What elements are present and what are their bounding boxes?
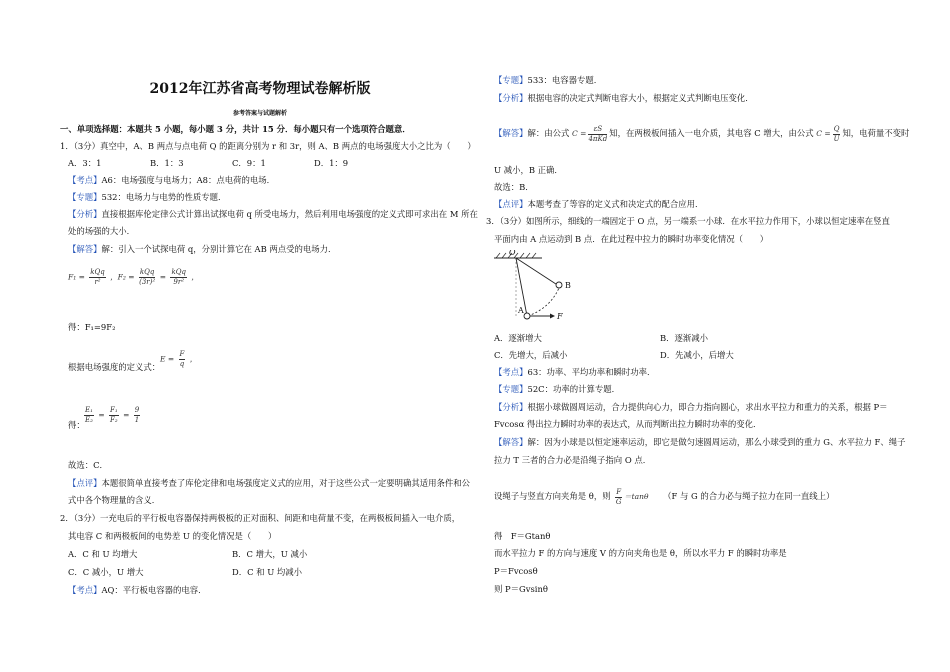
q2-kaodian: 【考点】AQ：平行板电容器的电容． (68, 585, 207, 595)
q1-dianping: 【点评】本题很简单直接考查了库伦定律和电场强度定义式的应用，对于这些公式一定要明确其适用条件和公 (68, 478, 470, 488)
q1-coulomb-equations: F₁ = $\frac{\text{kQq}}{\text{r²}}$ ，F₂ = $\frac{\text{kQq}}{\text{(3r)²}}$ = $\frac{\text{kQq}}{\text{9r²}}$ ， (68, 268, 199, 286)
label-a: A (518, 306, 524, 315)
q1-fenxi: 【分析】直接根据库伦定律公式计算出试探电荷 q 所受电场力，然后利用电场强度的定义式即可求出在 M 所在 (68, 209, 478, 219)
q3-jieda-cont: 拉力 T 三者的合力必是沿绳子指向 O 点． (494, 455, 652, 465)
q3-fenxi: 【分析】根据小球做圆周运动，合力提供向心力，即合力指向圆心，求出水平拉力和重力的关系，根据 P＝ (494, 402, 888, 412)
ball-b (556, 282, 562, 288)
q2-option-b: B．C 增大，U 减小 (232, 549, 308, 559)
q1-result-e: 得： (68, 420, 85, 430)
document-title: 2012年江苏省高考物理试卷解析版 (149, 81, 371, 97)
label-b: B (565, 281, 571, 290)
section-heading: 一、单项选择题：本题共 5 小题，每小题 3 分，共计 15 分．每小题只有一个选项符合题意． (60, 124, 411, 134)
q1-option-c: C．9：1 (232, 158, 266, 168)
q3-power-eq1: P＝Fvcosθ (494, 566, 538, 576)
q1-answer: 故选：C． (68, 460, 108, 470)
string-to-b (516, 258, 559, 286)
q1-ratio-formula: $\frac{\text{E₁}}{\text{E₂}}$ = $\frac{\text{F₁}}{\text{F₂}}$ = $\frac{9}{1}$ (85, 406, 140, 424)
label-f: F (557, 312, 563, 321)
q3-power-desc: 而水平拉力 F 的方向与速度 V 的方向夹角也是 θ，所以水平力 F 的瞬时功率是 (494, 548, 787, 558)
ceiling-hatch (496, 253, 536, 258)
ball-a (524, 313, 530, 319)
q1-fenxi-cont: 处的场强的大小． (68, 226, 135, 236)
q1-definition: 根据电场强度的定义式： (68, 362, 161, 372)
q2-fenxi: 【分析】根据电容的决定式判断电容大小，根据定义式判断电压变化． (494, 93, 754, 103)
q1-zhuanti: 【专题】532：电场力与电势的性质专题． (68, 192, 227, 202)
q3-kaodian: 【考点】63：功率、平均功率和瞬时功率． (494, 367, 656, 377)
q1-option-d: D．1：9 (314, 158, 349, 168)
q2-zhuanti: 【专题】533：电容器专题． (494, 75, 603, 85)
q3-force-eq: 得 F＝Gtanθ (494, 531, 551, 541)
q2-jieda-cont: U 减小，B 正确． (494, 165, 563, 175)
document-subtitle: 参考答案与试题解析 (232, 110, 287, 117)
label-o: O (509, 250, 516, 257)
q3-option-b: B．逐渐减小 (660, 333, 709, 343)
q1-option-b: B．1：3 (150, 158, 184, 168)
q1-result-f: 得：F₁=9F₂ (68, 322, 116, 332)
q2-jieda: 【解答】解：由公式 C = $\frac{\varepsilon S}{\text{4πKd}}$ 知，在两极板间插入一电介质，其电容 C 增大，由公式 C = $\frac{Q}{U}$ 知，电荷量不变时 (494, 124, 910, 143)
q2-answer: 故选：B． (494, 182, 534, 192)
q3-angle-line: 设绳子与竖直方向夹角是 θ，则 $\frac{F}{G}$ ＝tanθ （F 与 G 的合力必与绳子拉力在同一直线上） (494, 487, 835, 506)
q2-option-d: D．C 和 U 均减小 (232, 567, 303, 577)
q1-option-a: A．3：1 (68, 158, 102, 168)
q3-power-eq2: 则 P＝Gvsinθ (494, 584, 548, 594)
arc-path (528, 288, 559, 316)
q3-option-d: D．先减小，后增大 (660, 350, 734, 360)
q3-option-a: A．逐渐增大 (494, 333, 542, 343)
q1-definition-formula: E = $\frac{F}{q}$ ， (160, 350, 198, 368)
pendulum-figure (492, 250, 612, 324)
q3-jieda: 【解答】解：因为小球是以恒定速率运动，即它是做匀速圆周运动，那么小球受到的重力 G、水平拉力 F、绳子 (494, 437, 906, 447)
q2-stem-cont: 其电容 C 和两极板间的电势差 U 的变化情况是（ ） (68, 531, 277, 541)
q3-fenxi-cont: Fvcosα 得出拉力瞬时功率的表达式，从而判断出拉力瞬时功率的变化． (494, 419, 762, 429)
q3-option-c: C．先增大，后减小 (494, 350, 568, 360)
q1-jieda: 【解答】解：引入一个试探电荷 q，分别计算它在 AB 两点受的电场力． (68, 244, 337, 254)
q2-dianping: 【点评】本题考查了等容的定义式和决定式的配合应用． (494, 199, 704, 209)
q3-stem-cont: 平面内由 A 点运动到 B 点．在此过程中拉力的瞬时功率变化情况（ ） (494, 234, 769, 244)
q1-dianping-cont: 式中各个物理量的含义． (68, 495, 161, 505)
q2-stem: 2．（3分）一充电后的平行板电容器保持两极板的正对面积、间距和电荷量不变，在两极板间插入一电介质， (60, 513, 461, 523)
q1-stem: 1．（3分）真空中，A、B 两点与点电荷 Q 的距离分别为 r 和 3r，则 A、B 两点的电场强度大小之比为（ ） (60, 141, 476, 151)
q3-zhuanti: 【专题】52C：功率的计算专题． (494, 384, 620, 394)
force-arrow-head (550, 314, 555, 319)
q2-option-c: C．C 减小，U 增大 (68, 567, 144, 577)
q1-kaodian: 【考点】A6：电场强度与电场力；A8：点电荷的电场． (68, 175, 276, 185)
q2-option-a: A．C 和 U 均增大 (68, 549, 138, 559)
q3-stem: 3．（3分）如图所示，细线的一端固定于 O 点，另一端系一小球．在水平拉力作用下，小球以恒定速率在竖直 (486, 216, 890, 226)
